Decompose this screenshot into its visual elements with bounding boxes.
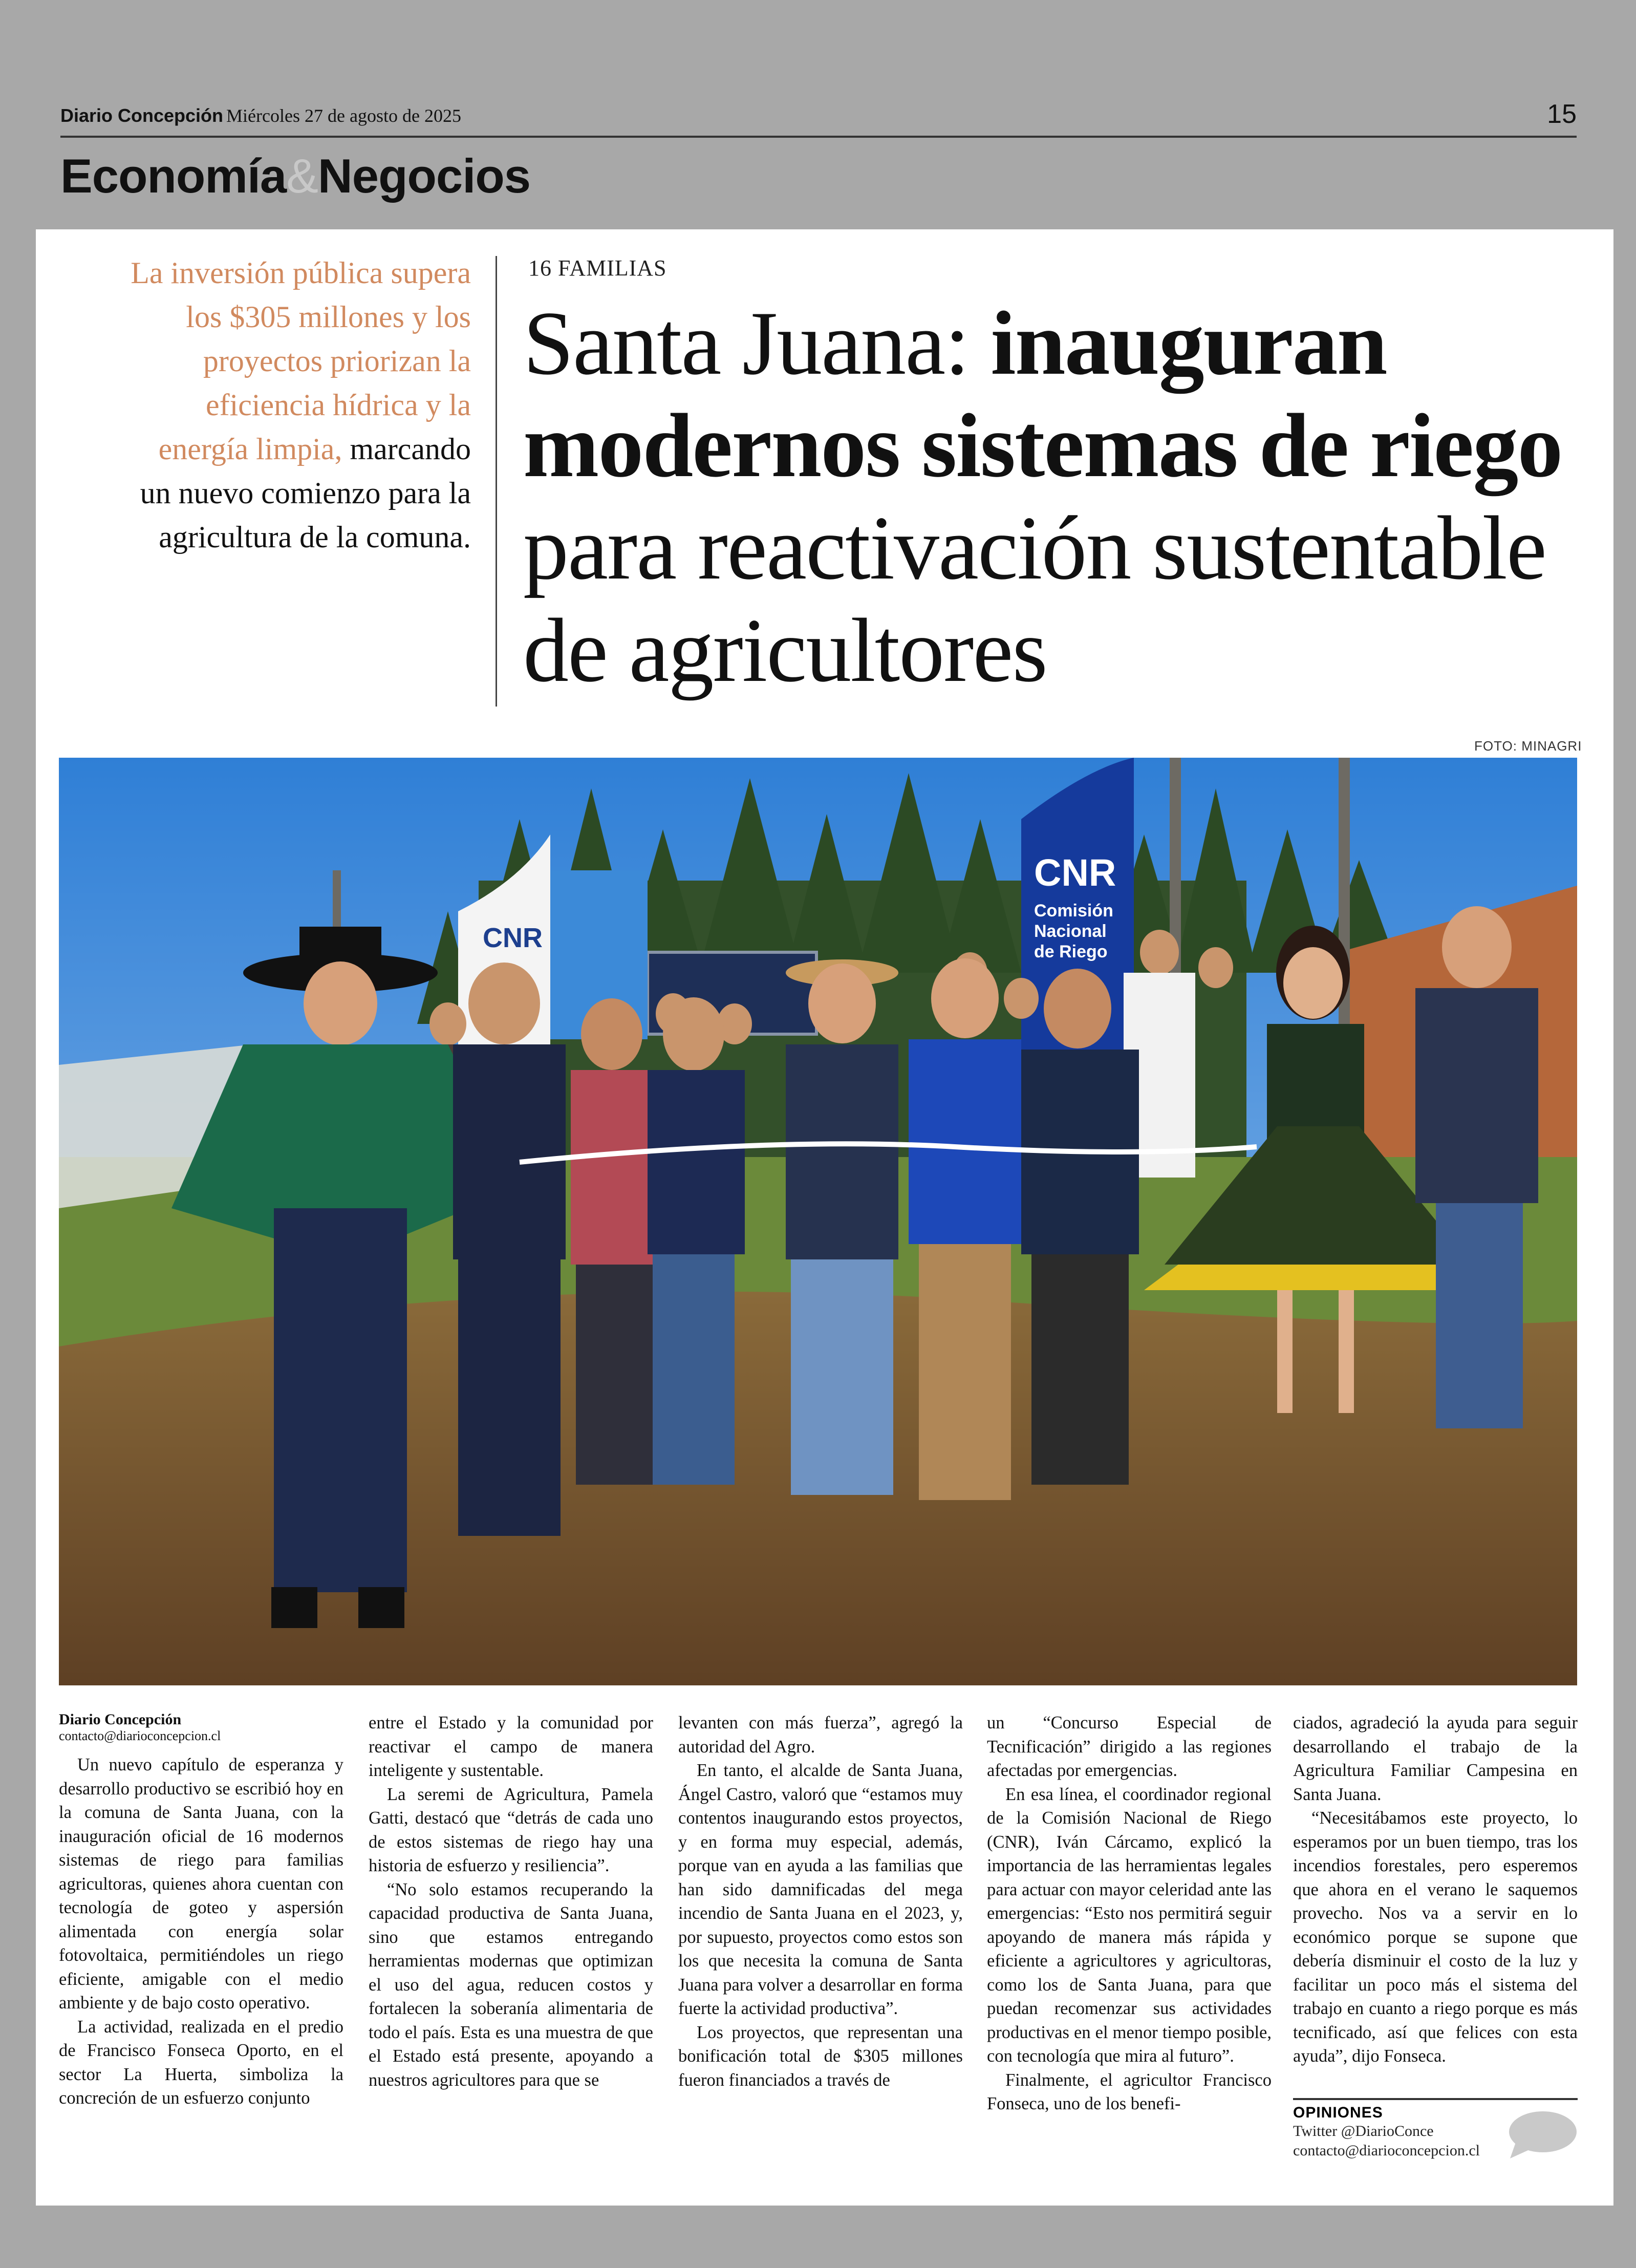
banner-text-3: de Riego xyxy=(1034,942,1108,961)
body-paragraph: levanten con más fuerza”, agregó la autoridad del Agro. xyxy=(678,1713,963,1757)
body-paragraph: Un nuevo capítulo de esperanza y desarrollo productivo se escribió hoy en la comuna de Santa Juana, con la inauguración oficial de 16 modernos sistemas de riego para familias agricultoras, quienes ahora cuentan con tecnología de goteo y aspersión alimentada con energía solar fotovoltaica, permitiéndoles un riego eficiente, amigable con el medio ambiente y de bajo costo operativo. xyxy=(59,1755,343,2013)
banner-text-2: Nacional xyxy=(1034,922,1107,941)
body-paragraph: Los proyectos, que representan una bonificación total de $305 millones fueron financiados a través de xyxy=(678,2022,963,2090)
body-paragraph: En esa línea, el coordinador regional de la Comisión Nacional de Riego (CNR), Iván Cárcamo, explicó la importancia de las herramientas legales para actuar con mayor celeridad ante las emergencias: “Esto nos permitirá seguir apoyando de manera más rápida y eficiente a agricultores y agricultoras, como los de Santa Juana, para que puedan recomenzar sus actividades productivas en el menor tiempo posible, con tecnología que mira al futuro”. xyxy=(987,1784,1272,2066)
section-title-right: Negocios xyxy=(317,149,531,203)
article-headline xyxy=(523,292,1588,701)
person-2 xyxy=(453,962,566,1536)
body-paragraph: un “Concurso Especial de Tecnificación” dirigido a las regiones afectadas por emergencias. xyxy=(987,1713,1272,1780)
banner-logo-left: CNR xyxy=(483,923,543,953)
lead-divider xyxy=(496,256,497,707)
body-paragraph: “No solo estamos recuperando la capacidad productiva de Santa Juana, sino que estamos entregando herramientas modernas que optimizan el uso del agua, reducen costos y fortalecen la soberanía alimentaria de todo el país. Esta es una muestra de que el Estado está presente, apoyando a nuestros agricultores para que se xyxy=(369,1879,653,2090)
person-3 xyxy=(571,998,658,1485)
byline-email: contacto@diarioconcepcion.cl xyxy=(59,1728,221,1743)
section-title-left: Economía xyxy=(60,149,287,203)
opinions-twitter[interactable]: Twitter @DiarioConce xyxy=(1293,2123,1434,2139)
headline-part-2: para reactivación sustentable de agricultores xyxy=(523,497,1546,701)
section-title xyxy=(60,148,530,204)
opinions-email[interactable]: contacto@diarioconcepcion.cl xyxy=(1293,2142,1480,2159)
body-paragraph: “Necesitábamos este proyecto, lo esperamos por un buen tiempo, tras los incendios forestales, pero esperemos que ahora en el verano le saquemos provecho. Nos va a servir en lo económico porque se supone que debería disminuir el costo de la luz y facilitar un poco más el sistema del trabajo en cuanto a riego porque es más tecnificado, así que felices con esta ayuda”, dijo Fonseca. xyxy=(1293,1808,1578,2066)
person-6 xyxy=(909,958,1021,1500)
body-paragraph: ciados, agradeció la ayuda para seguir desarrollando el trabajo de la Agricultura Familiar Campesina en Santa Juana. xyxy=(1293,1713,1578,1804)
article-photo xyxy=(59,758,1577,1685)
body-column-4 xyxy=(987,1711,1272,2116)
photo-illustration xyxy=(59,758,1577,1685)
speech-bubble-icon xyxy=(1506,2109,1578,2160)
lead-rest: marcando un nuevo comienzo para la agricultura de la comuna. xyxy=(140,432,471,554)
page-number: 15 xyxy=(1547,99,1577,129)
article-kicker: 16 FAMILIAS xyxy=(528,255,667,281)
body-column-1 xyxy=(59,1711,343,2110)
body-column-2 xyxy=(369,1711,653,2092)
banner-logo-right: CNR xyxy=(1034,851,1116,894)
byline-name: Diario Concepción xyxy=(59,1711,182,1728)
person-4 xyxy=(648,997,745,1485)
banner-text-1: Comisión xyxy=(1034,901,1113,921)
body-paragraph: La seremi de Agricultura, Pamela Gatti, destacó que “detrás de cada uno de estos sistemas de riego hay una historia de esfuerzo y resiliencia”. xyxy=(369,1784,653,1875)
body-column-3 xyxy=(678,1711,963,2092)
paper-name: Diario Concepción xyxy=(60,105,224,126)
lead-highlight: La inversión pública supera los $305 millones y los proyectos priorizan la eficiencia hídrica y la energía limpia, xyxy=(131,256,471,466)
masthead xyxy=(60,99,1577,138)
opinions-box xyxy=(1293,2098,1578,2160)
opinions-title: OPINIONES xyxy=(1293,2104,1383,2121)
body-paragraph: entre el Estado y la comunidad por reactivar el campo de manera inteligente y sustentable. xyxy=(369,1713,653,1780)
article-lead xyxy=(123,251,471,559)
issue-date: Miércoles 27 de agosto de 2025 xyxy=(226,105,461,126)
byline xyxy=(59,1711,343,1744)
body-paragraph: En tanto, el alcalde de Santa Juana, Ángel Castro, valoró que “estamos muy contentos inaugurando estos proyectos, y en forma muy especial, además, porque van en ayuda a las familias que han sido damnificadas del mega incendio de Santa Juana en el 2023, y, por supuesto, proyectos como estos son los que necesita la comuna de Santa Juana para volver a desarrollar en forma fuerte la actividad productiva”. xyxy=(678,1761,963,2018)
headline-bold: inauguran modernos sistemas de riego xyxy=(523,292,1562,496)
headline-part-1: Santa Juana: xyxy=(523,292,991,394)
body-paragraph: Finalmente, el agricultor Francisco Fonseca, uno de los benefi- xyxy=(987,2070,1272,2113)
body-column-5 xyxy=(1293,1711,1578,2068)
photo-credit: FOTO: MINAGRI xyxy=(1474,738,1582,754)
section-title-amp: & xyxy=(286,149,318,203)
body-paragraph: La actividad, realizada en el predio de Francisco Fonseca Oporto, en el sector La Huerta, simboliza la concreción de un esfuerzo conjunto xyxy=(59,2017,343,2108)
